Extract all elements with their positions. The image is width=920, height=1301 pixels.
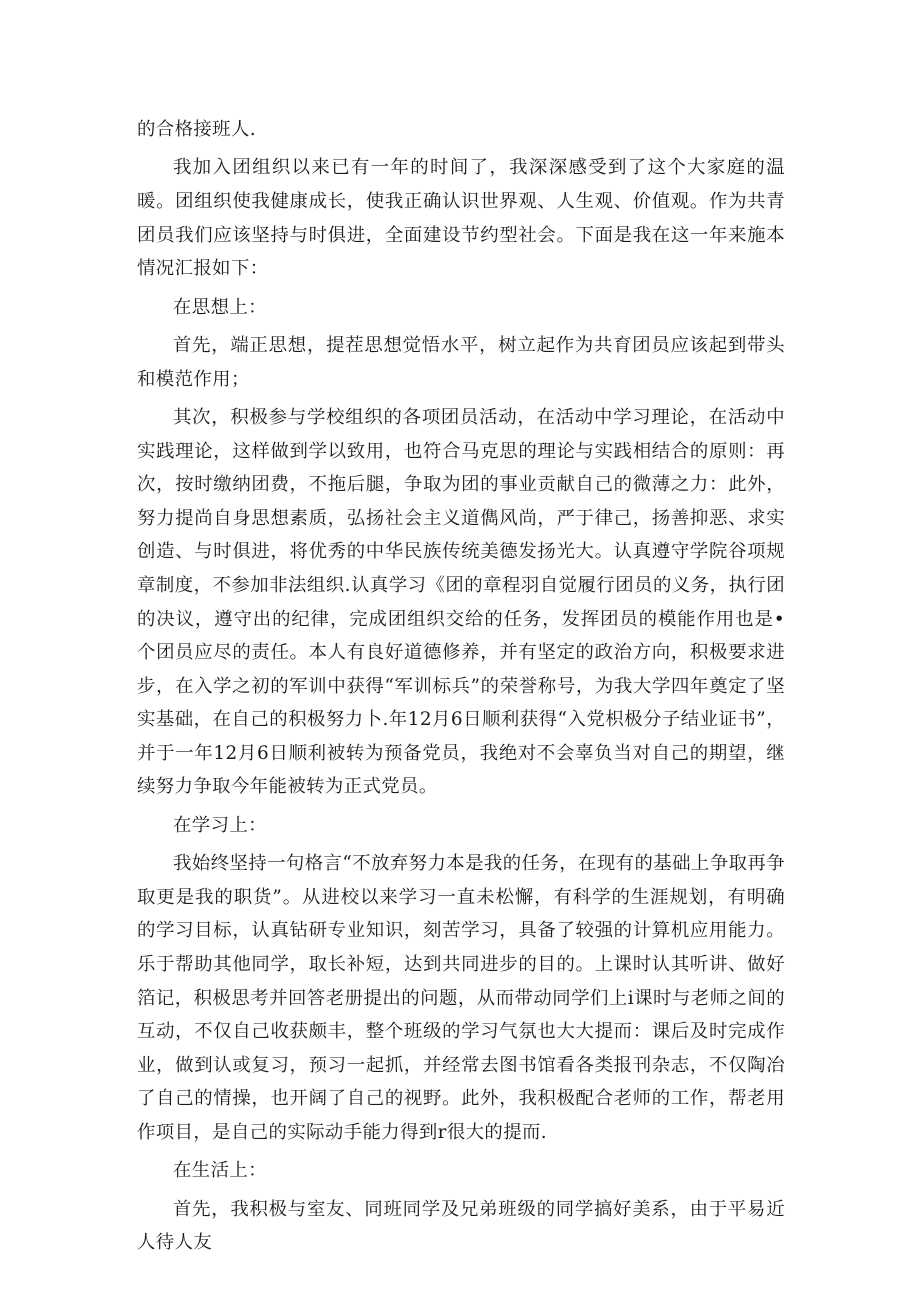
section-heading-life: 在生活上： <box>173 1160 267 1182</box>
document-body <box>137 113 785 1265</box>
paragraph-thought-second: 其次，积极参与学校组织的各项团员活动，在活动中学习理论，在活动中实践理论，这样做到学以致用，也符合马克思的理论与实践相结合的原则：再次，按时缴纳团费，不拖后腿，争取为团的事业贡献自己的微薄之力：此外，努力提尚自身思想素质，弘扬社会主义道儁风尚，严于律己，扬善抑恶、求实创造、与时俱进，将优秀的中华民族传统美德发扬光大。认真遵守学院谷项规章制度，不参加非法组织.认真学习《团的章程羽自觉履行团员的义务，执行团的决议，遵守出的纪律，完成团组织交给的任务，发挥团员的模能作用也是•个团员应尽的责任。本人有良好道德修养，并有坚定的政治方向，积极要求进步，在入学之初的军训中获得“军训标兵”的荣誉称号，为我大学四年奠定了坚实基础，在自己的积极努力卜.年12月6日顺利获得“入党枳极分子结业证书”，并于一年12月6日顺利被转为预备党员，我绝对不会辜负当对自己的期望，继续努力争取今年能被转为正式党员。 <box>137 406 785 798</box>
section-heading-thought: 在思想上： <box>173 296 267 318</box>
section-heading-study: 在学习上： <box>173 814 267 836</box>
paragraph-continuation: 的合格接班人. <box>137 119 256 140</box>
paragraph-thought-first: 首先，端正思想，提茬思想觉悟水平，树立起作为共育团员应该起到带头和模范作用； <box>137 334 785 390</box>
paragraph-life: 首先，我积极与室友、同班同学及兄弟班级的同学搞好美系，由于平易近人待人友 <box>137 1198 785 1254</box>
paragraph-study: 我始终坚持一句格言“不放弃努力本是我的任务，在现有的基础上争取再争取更是我的职货”。从进校以来学习一直未松懈，有科学的生涯规划，有明确的学习目标，认真钻研专业知识，刻苦学习，具备了较强的计算机应用能力。乐于帮助其他同学，取长补短，达到共同进步的目的。上课时认其听讲、做好箔记，积极思考并回答老册提出的问题，从而带动同学们上i课时与老师之间的互动，不仅自己收获颇丰，整个班级的学习气氛也大大提而：课后及时完成作业，做到认或复习，预习一起抓，并经常去图书馆看各类报刊杂志，不仅陶冶了自己的情操，也开阔了自己的视野。此外，我积极配合老师的工作，帮老用作项目，是自己的实际动手能力得到r很大的提而. <box>137 853 785 1143</box>
paragraph-introduction: 我加入团组织以来已有一年的时间了，我深深感受到了这个大家庭的温暖。团组织使我健康成长，使我正确认识世界观、人生观、价值观。作为共青团员我们应该坚持与时俱进，全面建设节约型社会。下面是我在这一年来施本情况汇报如下： <box>137 157 785 280</box>
